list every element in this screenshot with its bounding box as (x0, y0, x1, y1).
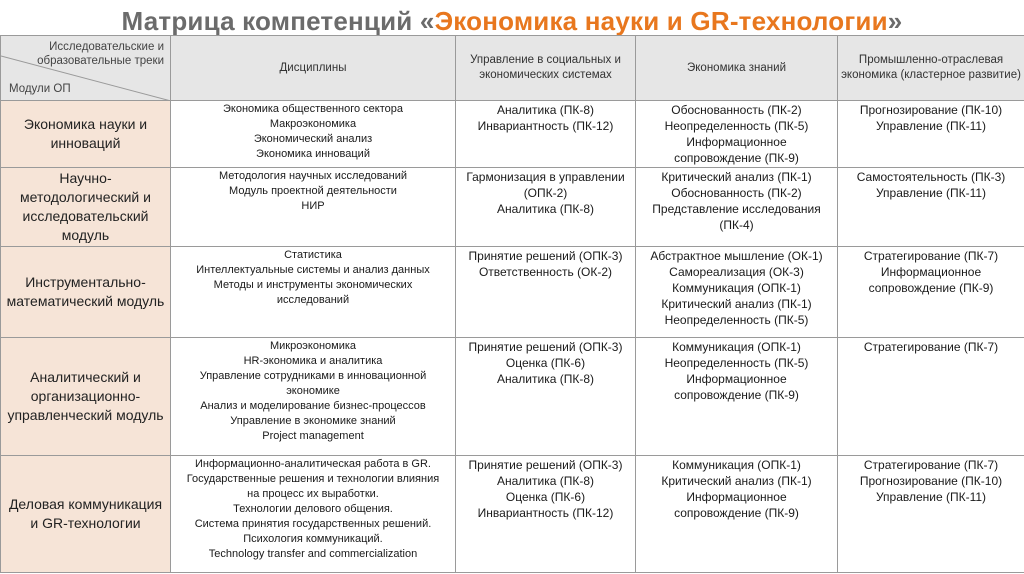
competency-col1-line: Принятие решений (ОПК-3) (468, 249, 623, 263)
competency-col2-line: Абстрактное мышление (ОК-1) (650, 249, 823, 263)
competency-col2-line: Коммуникация (ОПК-1) (672, 340, 801, 354)
competency-col3-line: Стратегирование (ПК-7) (863, 340, 999, 354)
disciplines-line: Микроэкономика (269, 340, 357, 352)
competency-col3-cell (838, 101, 1024, 168)
competency-col1-line: Аналитика (ПК-8) (496, 103, 594, 117)
disciplines-line: Technology transfer and commercialization (208, 548, 418, 560)
competency-col2-line: Коммуникация (ОПК-1) (672, 281, 801, 295)
competency-col1-line: Оценка (ПК-6) (505, 356, 586, 370)
competency-col2-line: Информационное (686, 490, 787, 504)
competency-col3-line: Самостоятельность (ПК-3) (856, 170, 1006, 184)
competency-col1-line: Ответственность (ОК-2) (478, 265, 613, 279)
title-prefix: Матрица компетенций « (121, 6, 435, 36)
competency-col3-line: Информационное (880, 265, 982, 279)
disciplines-line: экономике (286, 385, 340, 397)
disciplines-line: Экономика инноваций (256, 148, 370, 160)
competency-col2-line: Информационное (686, 135, 787, 149)
competency-col2-line: Критический анализ (ПК-1) (661, 297, 812, 311)
matrix-body (1, 101, 1024, 573)
competency-col1-cell (456, 247, 636, 338)
disciplines-cell (171, 247, 456, 338)
competency-col1-cell (456, 338, 636, 456)
competency-col1-line: Принятие решений (ОПК-3) (468, 458, 623, 472)
competency-col2-line: Критический анализ (ПК-1) (661, 170, 812, 184)
competency-col3-line: Стратегирование (ПК-7) (863, 458, 999, 472)
competency-col3-line: сопровождение (ПК-9) (868, 281, 994, 295)
competency-col3-line: Прогнозирование (ПК-10) (859, 474, 1003, 488)
disciplines-line: Project management (262, 430, 364, 442)
disciplines-line: Методы и инструменты экономических (213, 279, 413, 291)
corner-tracks-label: Исследовательские и образовательные треки (37, 41, 164, 67)
competency-col3-line: Управление (ПК-11) (875, 119, 987, 133)
competency-col3-cell (838, 338, 1024, 456)
competency-col1-line: Инвариантность (ПК-12) (477, 506, 614, 520)
competency-col2-line: Самореализация (ОК-3) (669, 265, 804, 279)
competency-col2-line: Представление исследования (652, 202, 821, 216)
disciplines-line: Анализ и моделирование бизнес-процессов (200, 400, 426, 412)
col2-header: Экономика знаний (636, 36, 838, 101)
competency-col2-line: сопровождение (ПК-9) (674, 388, 799, 402)
title-suffix: » (887, 6, 903, 36)
competency-col2-line: Критический анализ (ПК-1) (661, 474, 812, 488)
competency-col1-cell (456, 456, 636, 573)
competency-col1-line: Аналитика (ПК-8) (496, 202, 594, 216)
competency-col1-line: (ОПК-2) (523, 186, 568, 200)
disciplines-line: Психология коммуникаций. (243, 533, 383, 545)
module-name-cell: Деловая коммуникация и GR-технологии (1, 456, 171, 573)
competency-col2-cell (636, 101, 838, 168)
competency-col2-cell (636, 168, 838, 247)
competency-col2-line: Информационное (686, 372, 787, 386)
disciplines-line: Экономика общественного сектора (223, 103, 403, 115)
disciplines-header: Дисциплины (171, 36, 456, 101)
competency-col2-line: (ПК-4) (719, 218, 754, 232)
corner-modules-label: Модули ОП (9, 83, 71, 95)
competency-col1-line: Гармонизация в управлении (466, 170, 625, 184)
competency-col2-line: сопровождение (ПК-9) (674, 151, 799, 165)
competency-col1-line: Аналитика (ПК-8) (496, 474, 594, 488)
disciplines-line: НИР (301, 200, 325, 212)
disciplines-cell (171, 168, 456, 247)
disciplines-line: Государственные решения и технологии влияния (186, 473, 440, 485)
corner-header-cell (1, 36, 171, 101)
competency-col2-line: Неопределенность (ПК-5) (664, 313, 809, 327)
table-row (1, 168, 1024, 247)
table-row (1, 338, 1024, 456)
competency-col1-cell (456, 101, 636, 168)
competency-col1-cell (456, 168, 636, 247)
disciplines-line: на процесс их выработки. (247, 488, 379, 500)
disciplines-line: Модуль проектной деятельности (229, 185, 397, 197)
competency-col1-line: Инвариантность (ПК-12) (477, 119, 614, 133)
competency-col2-cell (636, 247, 838, 338)
disciplines-line: Управление сотрудниками в инновационной (199, 370, 427, 382)
disciplines-line: Система принятия государственных решений. (194, 518, 432, 530)
disciplines-line: Макроэкономика (269, 118, 357, 130)
competency-col2-line: Обоснованность (ПК-2) (671, 186, 802, 200)
col1-header: Управление в социальных и экономических системах (456, 36, 636, 101)
competency-col1-line: Аналитика (ПК-8) (496, 372, 594, 386)
competency-col3-line: Стратегирование (ПК-7) (863, 249, 999, 263)
disciplines-cell (171, 456, 456, 573)
competency-col2-line: Неопределенность (ПК-5) (664, 119, 809, 133)
disciplines-cell (171, 338, 456, 456)
disciplines-line: Экономический анализ (253, 133, 373, 145)
competency-col1-line: Принятие решений (ОПК-3) (468, 340, 623, 354)
competency-col2-line: Обоснованность (ПК-2) (671, 103, 802, 117)
table-row (1, 456, 1024, 573)
competency-matrix (0, 35, 1024, 573)
disciplines-line: Информационно-аналитическая работа в GR. (195, 458, 431, 470)
competency-col2-line: Коммуникация (ОПК-1) (672, 458, 801, 472)
disciplines-line: HR-экономика и аналитика (243, 355, 383, 367)
competency-col3-cell (838, 456, 1024, 573)
disciplines-line: Технологии делового общения. (233, 503, 393, 515)
competency-col3-line: Управление (ПК-11) (875, 490, 987, 504)
disciplines-line: исследований (276, 294, 350, 306)
competency-col2-line: Неопределенность (ПК-5) (664, 356, 809, 370)
table-row (1, 101, 1024, 168)
disciplines-line: Статистика (284, 249, 342, 261)
module-name-cell: Экономика науки и инноваций (1, 101, 171, 168)
competency-col3-cell (838, 247, 1024, 338)
col3-header: Промышленно-отраслевая экономика (кластерное развитие) (838, 36, 1024, 101)
competency-col2-cell (636, 456, 838, 573)
page-title (0, 6, 1024, 37)
module-name-cell: Аналитический и организационно-управленческий модуль (1, 338, 171, 456)
competency-col2-cell (636, 338, 838, 456)
competency-col2-line: сопровождение (ПК-9) (674, 506, 799, 520)
disciplines-line: Управление в экономике знаний (230, 415, 396, 427)
disciplines-line: Интеллектуальные системы и анализ данных (196, 264, 430, 276)
table-row (1, 247, 1024, 338)
module-name-cell: Инструментально-математический модуль (1, 247, 171, 338)
competency-col3-line: Управление (ПК-11) (875, 186, 987, 200)
title-accent: Экономика науки и GR-технологии (434, 6, 888, 36)
competency-col3-line: Прогнозирование (ПК-10) (859, 103, 1003, 117)
disciplines-line: Методология научных исследований (219, 170, 407, 182)
module-name-cell: Научно-методологический и исследовательский модуль (1, 168, 171, 247)
disciplines-cell (171, 101, 456, 168)
competency-col1-line: Оценка (ПК-6) (505, 490, 586, 504)
competency-col3-cell (838, 168, 1024, 247)
